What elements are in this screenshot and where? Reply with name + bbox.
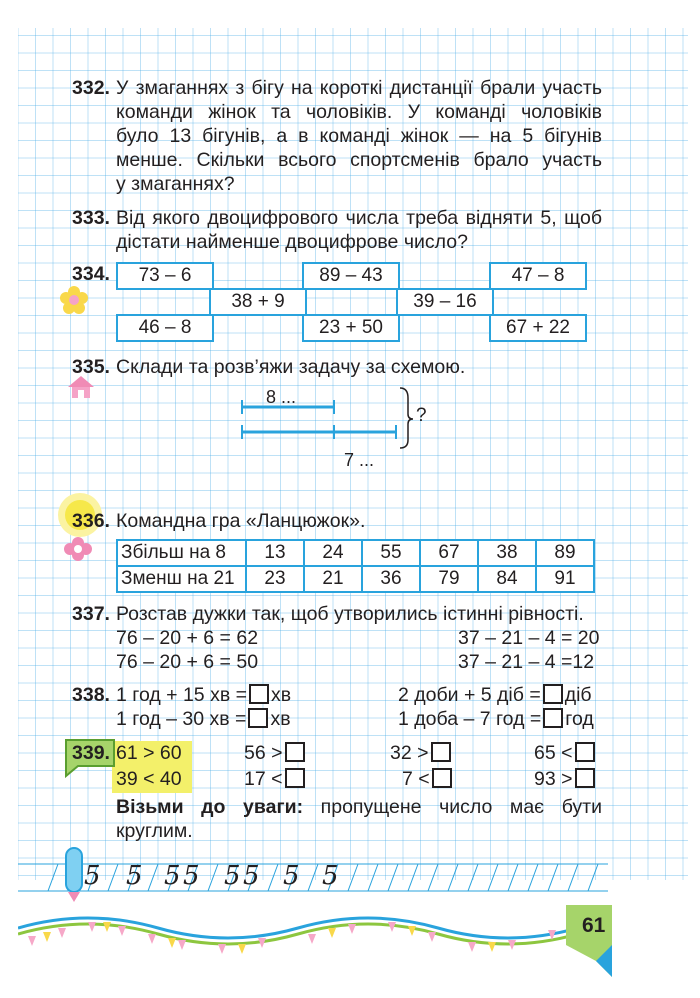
copy-digit: 5: [224, 861, 241, 891]
conversion-row: [398, 683, 592, 707]
chain-box: 38 + 9: [209, 288, 307, 316]
copy-digit: 5: [183, 861, 200, 891]
left-margin: [0, 0, 18, 890]
copy-digit: 5: [84, 861, 101, 891]
unit: хв: [271, 684, 292, 706]
decorative-garland: [18, 908, 578, 958]
comparison-expression: 93 >: [534, 768, 573, 790]
copy-digit: 5: [164, 861, 181, 891]
answer-box[interactable]: [249, 684, 269, 704]
task-333-number: 333.: [72, 207, 110, 229]
right-margin: [688, 0, 700, 890]
scheme-label-top: 8 ...: [266, 387, 297, 407]
unit: год: [565, 708, 594, 730]
copy-digit: 5: [243, 861, 260, 891]
chain-box: 73 – 6: [116, 262, 214, 290]
table-cell: 13: [246, 540, 304, 566]
conversion-row: [116, 707, 291, 731]
task-335-number: 335.: [72, 356, 110, 378]
note-text: пропущене число має бути: [320, 796, 603, 818]
page-number: 61: [582, 914, 606, 937]
task-335-text: Склади та розв’яжи задачу за схемою.: [116, 356, 466, 378]
equation: 76 – 20 + 6 = 62: [116, 627, 259, 649]
table-cell: 67: [420, 540, 478, 566]
task-337-number: 337.: [72, 603, 110, 625]
chain-box: 47 – 8: [489, 262, 587, 290]
expression: 1 год + 15 хв =: [116, 684, 247, 706]
comparison: [534, 741, 597, 765]
comparison-expression: 7 <: [402, 768, 430, 790]
comparison: [402, 767, 454, 791]
answer-box[interactable]: [575, 768, 595, 788]
note-line: круглим.: [116, 820, 193, 842]
task-334-number: 334.: [72, 263, 110, 285]
chain-box: 46 – 8: [116, 314, 214, 342]
copy-digit: 5: [322, 861, 339, 891]
copy-digit: 5: [126, 861, 143, 891]
scheme-question: ?: [416, 405, 427, 426]
row-header: Зменш на 21: [117, 566, 246, 592]
table-cell: 91: [536, 566, 594, 592]
table-row: [117, 566, 594, 592]
task-332-number: 332.: [72, 77, 110, 99]
comparison-expression: 32 >: [390, 742, 429, 764]
comparison-expression: 65 <: [534, 742, 573, 764]
table-cell: 89: [536, 540, 594, 566]
chain-box: 39 – 16: [396, 288, 494, 316]
task-339-number: 339.: [72, 742, 110, 764]
table-cell: 79: [420, 566, 478, 592]
expression: 1 доба – 7 год =: [398, 708, 542, 730]
comparison: [390, 741, 453, 765]
conversion-row: [116, 683, 291, 707]
answer-box[interactable]: [248, 708, 268, 728]
row-header: Збільш на 8: [117, 540, 246, 566]
answer-box[interactable]: [431, 742, 451, 762]
comparison-expression: 17 <: [244, 768, 283, 790]
comparison: [244, 767, 307, 791]
answer-box[interactable]: [432, 768, 452, 788]
copybook-lines: [18, 858, 608, 898]
flower-icon: [58, 284, 90, 316]
table-cell: 55: [362, 540, 420, 566]
answer-box[interactable]: [285, 742, 305, 762]
equation: 37 – 21 – 4 =12: [458, 651, 595, 673]
task-336-number: 336.: [72, 510, 110, 532]
chain-box: 67 + 22: [489, 314, 587, 342]
table-cell: 23: [246, 566, 304, 592]
expression: 1 год – 30 хв =: [116, 708, 247, 730]
unit: хв: [270, 708, 291, 730]
house-icon: [66, 374, 96, 400]
task-332-line: у змаганнях?: [116, 173, 235, 195]
conversion-row: [398, 707, 594, 731]
expression: 2 доби + 5 діб =: [398, 684, 541, 706]
note-label: Візьми до уваги:: [116, 796, 304, 818]
copy-digit: 5: [283, 861, 300, 891]
table-row: [117, 540, 594, 566]
answer-box[interactable]: [285, 768, 305, 788]
answer-box[interactable]: [543, 708, 563, 728]
task-336-text: Командна гра «Ланцюжок».: [116, 510, 366, 532]
scheme-label-bottom: 7 ...: [344, 450, 375, 470]
table-cell: 21: [304, 566, 362, 592]
table-cell: 84: [478, 566, 536, 592]
unit: діб: [564, 684, 592, 706]
top-margin: [0, 0, 700, 28]
task-338-number: 338.: [72, 684, 110, 706]
note-line: [116, 795, 602, 819]
chain-game-table: [116, 539, 595, 593]
task-332-line: У змаганнях з бігу на короткі дистанції брали участь: [116, 77, 602, 99]
example-comparison: 61 > 60: [116, 742, 182, 764]
example-comparison: 39 < 40: [116, 768, 182, 790]
task-337-text: Розстав дужки так, щоб утворились істинні рівності.: [116, 603, 584, 625]
equation: 76 – 20 + 6 = 50: [116, 651, 259, 673]
chain-box: 89 – 43: [302, 262, 400, 290]
task-332-line: команди жінок та чоловіків. У команді чоловіків: [116, 101, 602, 123]
task-332-line: менше. Скільки всього спортсменів брало участь: [116, 149, 602, 171]
task-332-line: було 13 бігунів, а в команді жінок — на 5 бігунів: [116, 125, 602, 147]
table-cell: 36: [362, 566, 420, 592]
segment-scheme: [236, 384, 416, 452]
answer-box[interactable]: [543, 684, 563, 704]
comparison: [534, 767, 597, 791]
equation: 37 – 21 – 4 = 20: [458, 627, 600, 649]
table-cell: 24: [304, 540, 362, 566]
task-333-line: дістати найменше двоцифрове число?: [116, 231, 468, 253]
answer-box[interactable]: [575, 742, 595, 762]
comparison-expression: 56 >: [244, 742, 283, 764]
table-cell: 38: [478, 540, 536, 566]
comparison: [244, 741, 307, 765]
chain-box: 23 + 50: [302, 314, 400, 342]
task-333-line: Від якого двоцифрового числа треба відняти 5, щоб: [116, 207, 602, 229]
